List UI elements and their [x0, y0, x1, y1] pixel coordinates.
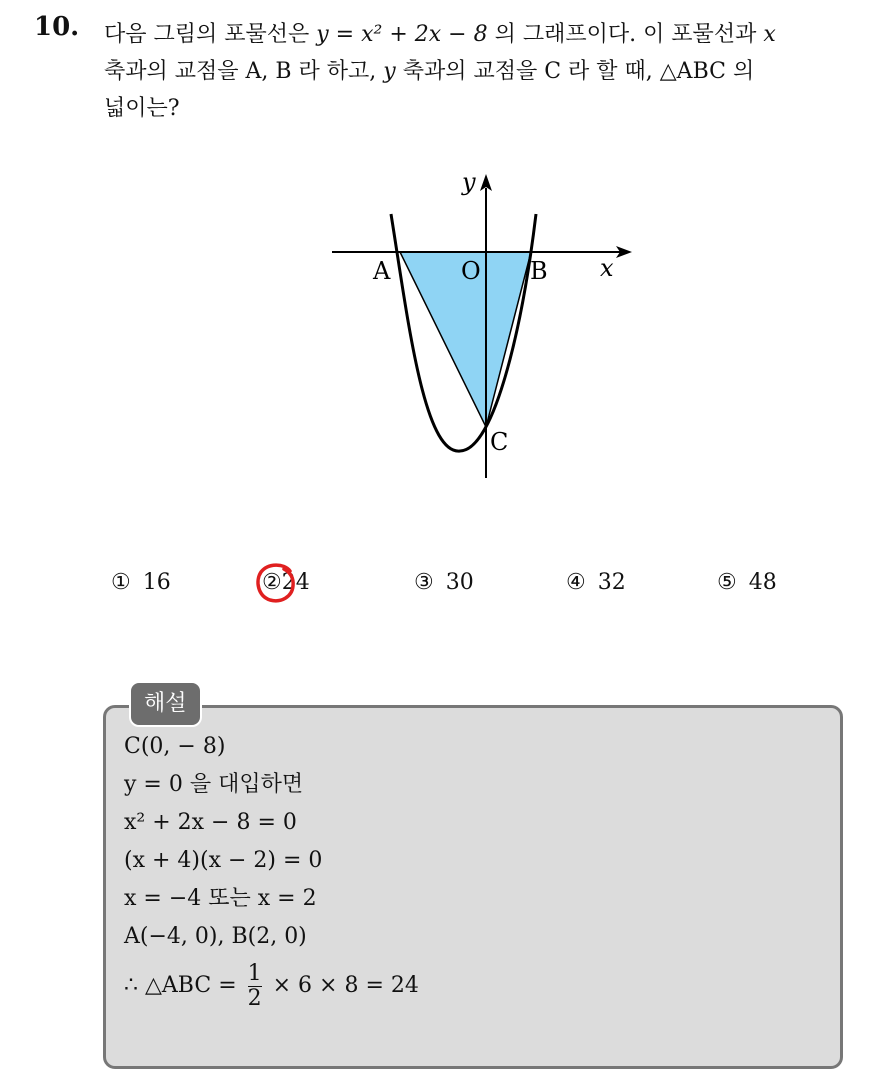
question-y-variable: y — [383, 59, 396, 84]
question-line-2 — [104, 53, 864, 90]
question-equation: y = x² + 2x − 8 — [316, 22, 488, 47]
choice-5-number: ⑤ — [717, 570, 737, 595]
solution-line-6: A(−4, 0), B(2, 0) — [124, 924, 307, 949]
solution-line-1: C(0, − 8) — [124, 734, 226, 759]
question-line-2-text-a: 축과의 교점을 A, B 라 하고, — [104, 59, 384, 84]
x-axis-label: x — [600, 254, 614, 282]
choice-2-number: ② — [262, 570, 282, 595]
solution-line-5: x = −4 또는 x = 2 — [124, 886, 317, 911]
parabola-figure — [320, 160, 650, 490]
point-b-label: B — [530, 257, 548, 285]
fraction-numerator: 1 — [247, 960, 262, 986]
choice-5-value: 48 — [748, 570, 777, 595]
solution-fraction — [248, 962, 262, 1011]
solution-lines — [124, 728, 419, 1016]
solution-final-suffix: × 6 × 8 = 24 — [265, 973, 419, 998]
selected-answer-circle-icon — [254, 561, 298, 605]
solution-final-prefix: ∴ △ABC = — [124, 973, 244, 998]
fraction-denominator: 2 — [247, 985, 262, 1011]
choice-4-number: ④ — [566, 570, 586, 595]
answer-choices — [0, 566, 884, 606]
choice-2-value: 24 — [281, 570, 310, 595]
solution-line-3: x² + 2x − 8 = 0 — [124, 810, 297, 835]
choice-4-value: 32 — [597, 570, 626, 595]
question-line-1-text-b: 의 그래프이다. 이 포물선과 — [487, 22, 764, 47]
question-line-3: 넓이는? — [104, 96, 180, 121]
question-number: 10. — [34, 12, 80, 42]
choice-3-number: ③ — [414, 570, 434, 595]
origin-label: O — [461, 257, 481, 285]
choice-5[interactable] — [717, 570, 777, 595]
solution-line-4: (x + 4)(x − 2) = 0 — [124, 848, 323, 873]
question-text — [104, 16, 864, 127]
choice-3[interactable] — [414, 570, 474, 595]
choice-1[interactable] — [111, 570, 171, 595]
question-line-2-text-b: 축과의 교점을 C 라 할 때, △ABC 의 — [395, 59, 755, 84]
y-axis-label: y — [462, 168, 476, 196]
point-c-label: C — [490, 428, 509, 456]
choice-1-value: 16 — [142, 570, 171, 595]
question-x-variable: x — [763, 22, 776, 47]
choice-4[interactable] — [566, 570, 626, 595]
question-line-1 — [104, 16, 864, 53]
solution-tab-label: 해설 — [129, 681, 202, 727]
choice-3-value: 30 — [445, 570, 474, 595]
choice-1-number: ① — [111, 570, 131, 595]
question-line-1-text-a: 다음 그림의 포물선은 — [104, 22, 317, 47]
point-a-label: A — [373, 257, 391, 285]
solution-line-2: y = 0 을 대입하면 — [124, 772, 304, 797]
choice-2[interactable] — [262, 570, 310, 595]
solution-line-final — [124, 956, 419, 1016]
